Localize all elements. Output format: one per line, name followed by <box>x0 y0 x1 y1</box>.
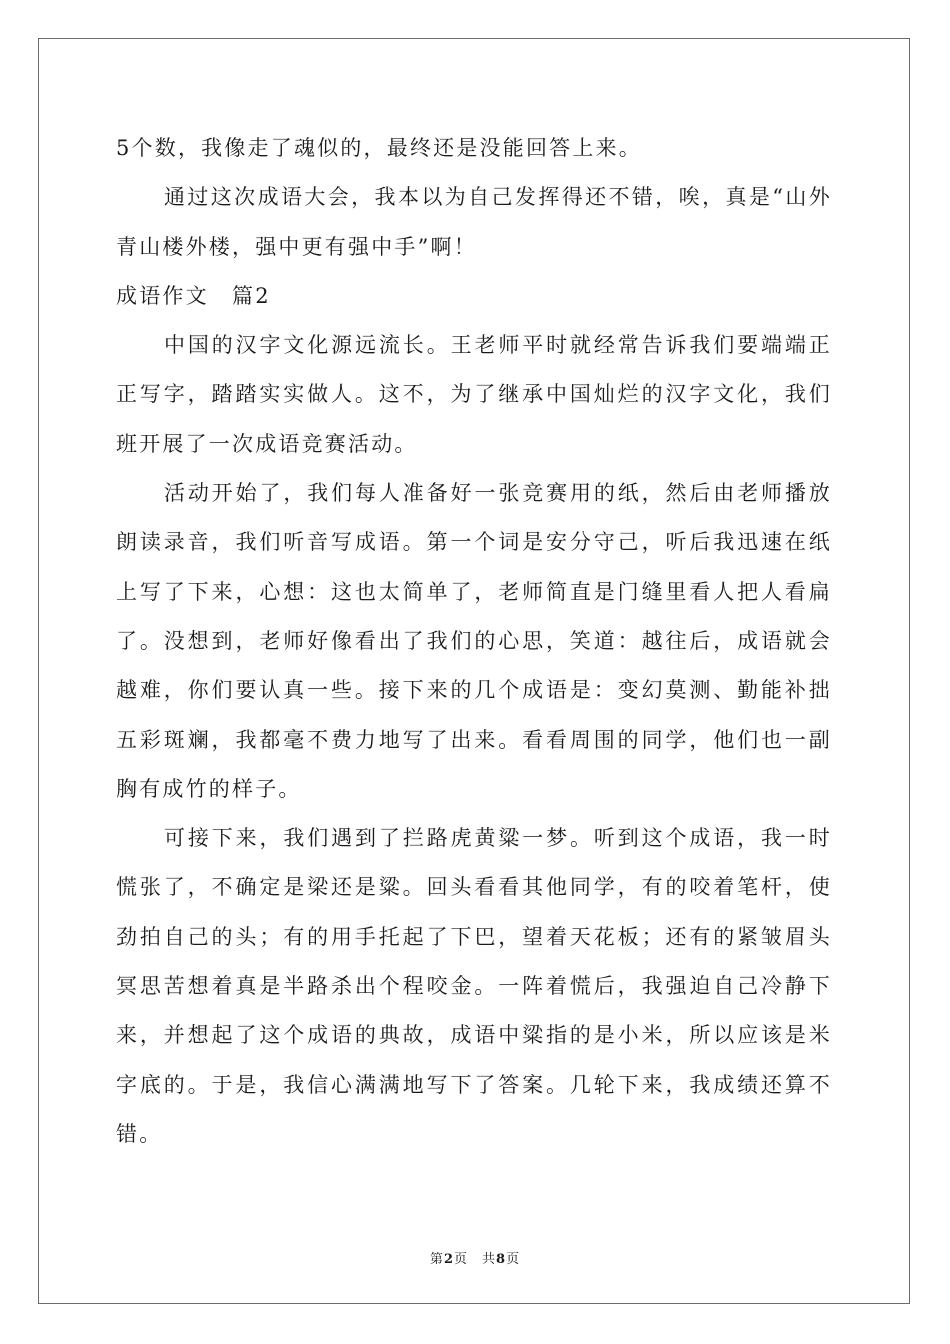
page-prefix: 第 <box>429 1252 444 1267</box>
section-heading: 成语作文 篇2 <box>116 283 271 308</box>
paragraph: 中国的汉字文化源远流长。王老师平时就经常告诉我们要端端正正写字，踏踏实实做人。这不，为了继承中国灿烂的汉字文化，我们班开展了一次成语竞赛活动。 <box>116 333 832 456</box>
total-prefix: 共 <box>482 1252 497 1267</box>
page-suffix: 页 <box>453 1252 468 1267</box>
page-current: 2 <box>443 1252 454 1267</box>
paragraph: 可接下来，我们遇到了拦路虎黄粱一梦。听到这个成语，我一时慌张了，不确定是梁还是粱。回头看看其他同学，有的咬着笔杆，使劲拍自己的头；有的用手托起了下巴，望着天花板；还有的紧皱眉头冥思苦想着真是半路杀出个程咬金。一阵着慌后，我强迫自己冷静下来，并想起了这个成语的典故，成语中粱指的是小米，所以应该是米字底的。于是，我信心满满地写下了答案。几轮下来，我成绩还算不错。 <box>116 826 832 1146</box>
document-body <box>116 124 832 1159</box>
paragraph-continuation: 5个数，我像走了魂似的，最终还是没能回答上来。 <box>116 136 642 160</box>
paragraph: 活动开始了，我们每人准备好一张竞赛用的纸，然后由老师播放朗读录音，我们听音写成语。第一个词是安分守己，听后我迅速在纸上写了下来，心想：这也太简单了，老师简直是门缝里看人把人看扁了。没想到，老师好像看出了我们的心思，笑道：越往后，成语就会越难，你们要认真一些。接下来的几个成语是：变幻莫测、勤能补拙五彩斑斓，我都毫不费力地写了出来。看看周围的同学，他们也一副胸有成竹的样子。 <box>116 481 832 801</box>
page-total: 8 <box>496 1252 507 1267</box>
total-suffix: 页 <box>506 1252 521 1267</box>
paragraph: 通过这次成语大会，我本以为自己发挥得还不错，唉，真是“山外青山楼外楼，强中更有强中手”啊！ <box>116 185 832 259</box>
page-footer <box>0 1248 950 1267</box>
